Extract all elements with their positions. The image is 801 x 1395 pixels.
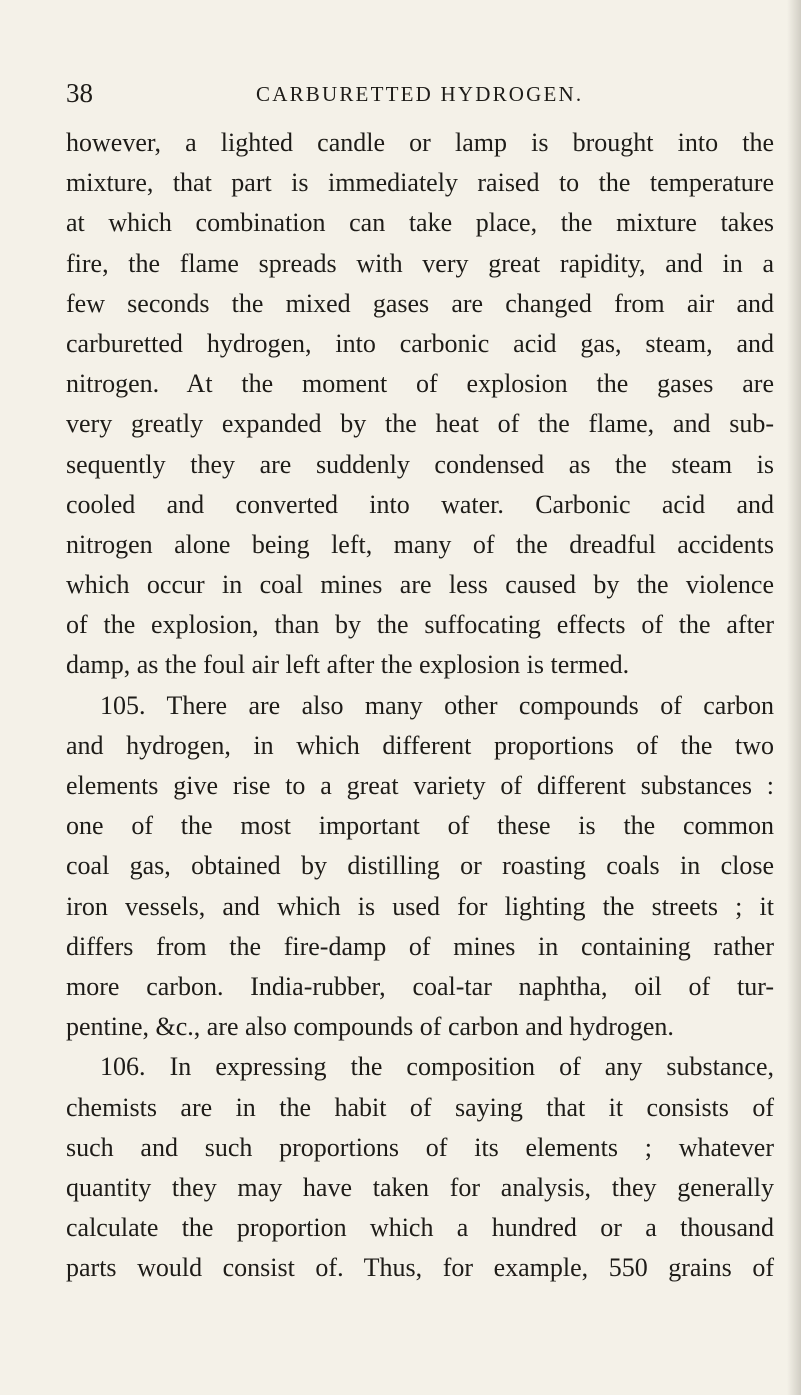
text-line: iron vessels, and which is used for lighting the streets ; it <box>66 891 774 921</box>
text-line: calculate the proportion which a hundred or a thousand <box>66 1213 774 1243</box>
text-line: more carbon. India-rubber, coal-tar naphtha, oil of tur- <box>66 971 774 1001</box>
paragraph-106-start: 106. In expressing the composition of any substance, <box>100 1052 774 1082</box>
page-edge-shadow <box>787 0 801 1395</box>
text-line: sequently they are suddenly condensed as the steam is <box>66 449 774 479</box>
text-line: pentine, &c., are also compounds of carbon and hydrogen. <box>66 1012 674 1042</box>
text-line: few seconds the mixed gases are changed from air and <box>66 288 774 318</box>
body-text <box>66 123 774 1288</box>
running-header <box>66 76 766 110</box>
text-line: at which combination can take place, the mixture takes <box>66 208 774 238</box>
running-title: CARBURETTED HYDROGEN. <box>256 82 584 106</box>
text-line: parts would consist of. Thus, for example, 550 grains of <box>66 1253 774 1283</box>
text-line: fire, the flame spreads with very great rapidity, and in a <box>66 248 774 278</box>
paragraph-105-start: 105. There are also many other compounds of carbon <box>100 690 774 720</box>
text-line: which occur in coal mines are less caused by the violence <box>66 570 774 600</box>
text-line: very greatly expanded by the heat of the flame, and sub- <box>66 409 774 439</box>
text-line: chemists are in the habit of saying that it consists of <box>66 1092 774 1122</box>
text-line: quantity they may have taken for analysis, they generally <box>66 1172 774 1202</box>
text-line: one of the most important of these is the common <box>66 811 774 841</box>
text-line: damp, as the foul air left after the explosion is termed. <box>66 650 630 680</box>
text-line: differs from the fire-damp of mines in containing rather <box>66 931 774 961</box>
text-line: carburetted hydrogen, into carbonic acid gas, steam, and <box>66 328 774 358</box>
text-line: nitrogen. At the moment of explosion the gases are <box>66 369 774 399</box>
text-line: cooled and converted into water. Carbonic acid and <box>66 489 774 519</box>
text-line: such and such proportions of its elements ; whatever <box>66 1132 774 1162</box>
text-line: of the explosion, than by the suffocating effects of the after <box>66 610 774 640</box>
text-line: nitrogen alone being left, many of the dreadful accidents <box>66 529 774 559</box>
text-line: coal gas, obtained by distilling or roasting coals in close <box>66 851 774 881</box>
text-line: however, a lighted candle or lamp is brought into the <box>66 128 774 157</box>
page-number: 38 <box>66 78 93 108</box>
text-line: mixture, that part is immediately raised to the temperature <box>66 168 774 198</box>
text-line: and hydrogen, in which different proportions of the two <box>66 730 774 760</box>
text-line: elements give rise to a great variety of different substances : <box>66 771 774 800</box>
